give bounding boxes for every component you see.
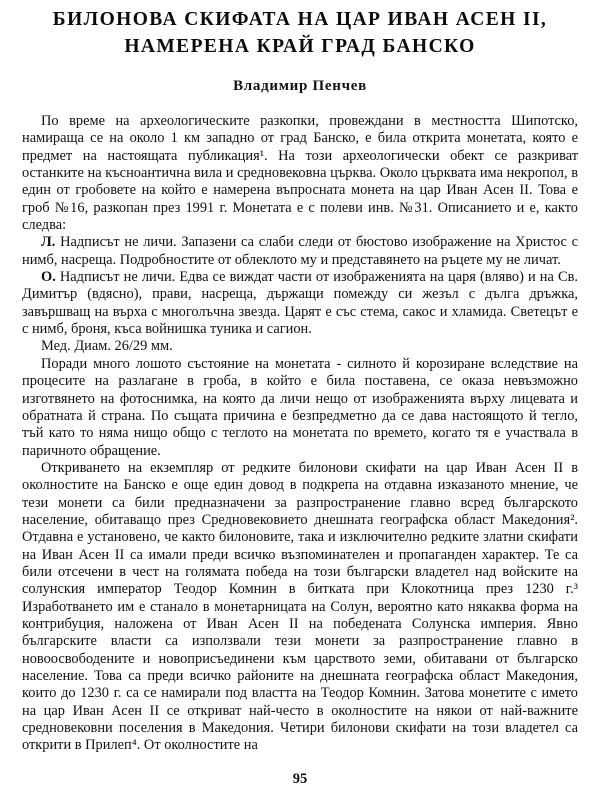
article-author: Владимир Пенчев <box>233 78 367 94</box>
paragraph-obverse-text: Надписът не личи. Запазени са слаби следи от бюстово изображение на Христос с нимб, насреща. Подробностите от облеклото му и представянето на ръцете му не личат. <box>22 234 578 268</box>
paragraph-reverse-text: Надписът не личи. Едва се виждат части от изображенията на царя (вляво) и на Св. Димитър (вдясно), прави, насреща, държащи помежду си жезъл с дълга дръжка, завършващ на върха с многолъчна звезда. Царят е със стема, сакос и хламида. Светецът е с нимб, броня, къса войнишка туника и сагион. <box>22 269 578 338</box>
reverse-marker: О. <box>41 269 56 286</box>
article-title <box>0 0 600 60</box>
paragraph-discussion <box>22 460 578 755</box>
obverse-marker: Л. <box>41 234 56 251</box>
page-number: 95 <box>292 771 308 787</box>
paragraph-intro <box>22 113 578 234</box>
paragraph-condition-text: Поради много лошото състояние на монетата - силното й корозиране вследствие на процесите на разлагане в гроба, в който е била поставена, се оказа невъзможно изготвянето на фотоснимка, на която да личи нещо от изображенията върху лицевата и обратната й страна. По същата причина е безпредметно да се дава настоящото й тегло, тъй като то няма нищо общо с теглото на монетата по времето, когато тя е участвала в паричното обращение. <box>22 355 578 459</box>
paragraph-measurements <box>22 338 578 355</box>
title-line-2: НАМЕРЕНА КРАЙ ГРАД БАНСКО <box>124 36 476 57</box>
paragraph-reverse <box>22 269 578 338</box>
paragraph-measurements-text: Мед. Диам. 26/29 мм. <box>41 338 173 355</box>
title-line-1: БИЛОНОВА СКИФАТА НА ЦАР ИВАН АСЕН II, <box>52 9 548 30</box>
paragraph-discussion-text: Откриването на екземпляр от редките билонови скифати на цар Иван Асен II в околностите на Банско е още един довод в подкрепа на отдавна изказаното мнение, че тези монети са били предназначени за разпространение главно всред българското население, обитаващо през Средновековието днешната географска област Македония². Отдавна е установено, че както билоновите, така и изключително редките златни скифати на Иван Асен II са имали преди всичко възпоминателен и пропаганден характер. Те са били отсечени в чест на голямата победа на този български владетел над войските на солунския император Теодор Комнин в битката при Клокотница през 1230 г.³ Изработването им е станало в монетарницата на Солун, вероятно като някаква форма на контрибуция, наложена от Иван Асен II на победената Солунска империя. Явно българските власти са използвали тези монети за разпространение главно в новоосвободените и новоприсъединени към царството земи, обитавани от българско население. Това са преди всичко районите на днешната географска област Македония, които до 1230 г. са се намирали под властта на Теодор Комнин. Затова монетите с името на цар Иван Асен II се откриват най-често в околностите на някои от най-важните средновековни поселения в Македония. Четири билонови скифати на този владетел са открити в Прилеп⁴. От околностите на <box>22 459 578 754</box>
paragraph-intro-text: По време на археологическите разкопки, провеждани в местността Шипотско, намираща се на около 1 км западно от град Банско, е била открита монетата, която е предмет на настоящата публикация¹. На този археологически обект се разкриват останките на късноантична вила и средновековна църква. Около църквата има некропол, в един от гробовете на който е намерена въпросната монета на цар Иван Асен II. Това е гроб №16, разкопан през 1991 г. Монетата е с полеви инв. №31. Описанието и е, както следва: <box>22 113 578 234</box>
paragraph-obverse <box>22 234 578 269</box>
article-body <box>22 113 578 755</box>
paragraph-condition <box>22 356 578 460</box>
